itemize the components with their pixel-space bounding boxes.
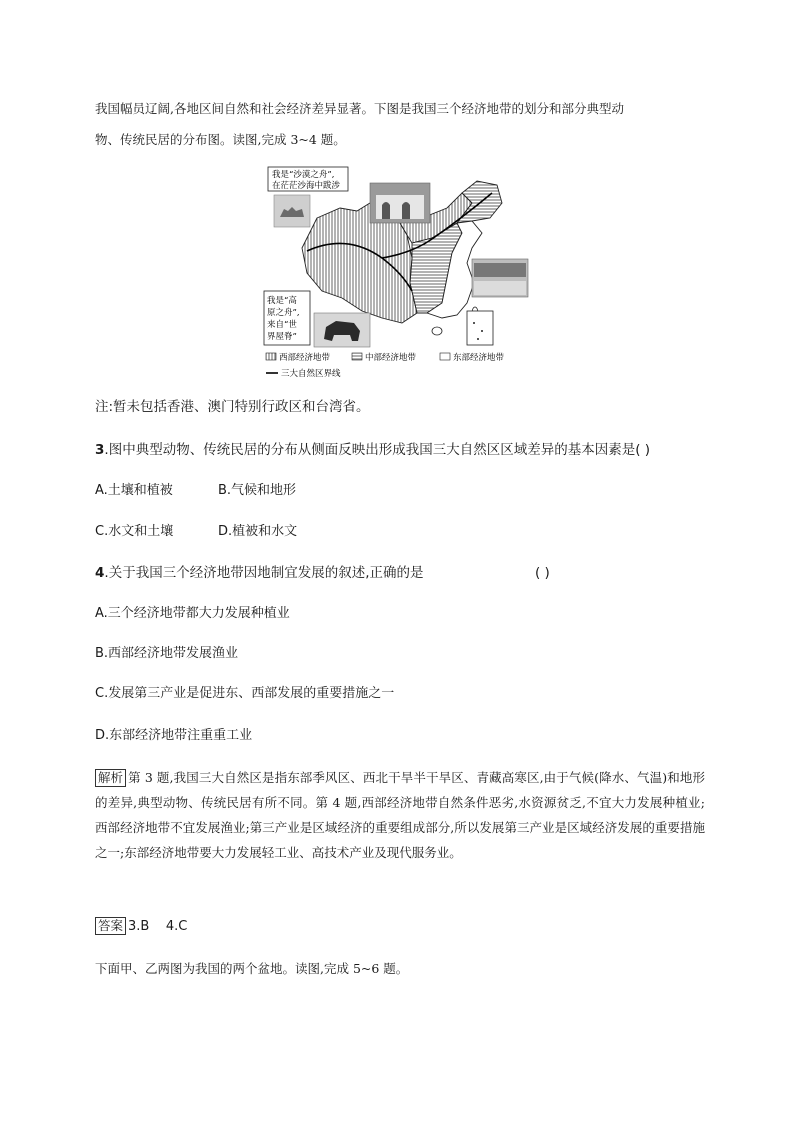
question-3-option-b: B.气候和地形 xyxy=(218,483,297,498)
yak-bubble-line-1: 我是“高 xyxy=(267,296,297,306)
analysis-text: 第 3 题,我国三大自然区是指东部季风区、西北干旱半干旱区、青藏高寒区,由于气候(降水、气温)和地形的差异,典型动物、传统民居有所不同。第 4 题,西部经济地带自然条件恶劣,水资源贫乏,不宜大力发展种植业;西部经济地带不宜发展渔业;第三产业是区域经济的重要组成部分,所以发展第三产业是区域经济发展的重要措施之一;东部经济地带要大力发展轻工业、高技术产业及现代服务业。 xyxy=(95,770,705,860)
question-4-stem xyxy=(95,563,424,583)
legend-central: 中部经济地带 xyxy=(365,353,417,363)
legend-west: 西部经济地带 xyxy=(279,353,331,363)
intro-line-2: 物、传统民居的分布图。读图,完成 3~4 题。 xyxy=(95,132,346,147)
question-3-text: .图中典型动物、传统民居的分布从侧面反映出形成我国三大自然区区域差异的基本因素是( ) xyxy=(104,442,651,458)
answer-label: 答案 xyxy=(95,917,126,935)
question-3-option-c: C.水文和土壤 xyxy=(95,524,174,539)
hainan-island xyxy=(432,327,442,335)
question-4-number: 4 xyxy=(95,565,105,581)
south-china-sea-inset xyxy=(467,311,493,345)
answer-line xyxy=(95,917,187,937)
map-note: 注:暂未包括香港、澳门特别行政区和台湾省。 xyxy=(95,399,370,415)
yak-bubble-line-2: 原之舟”, xyxy=(267,308,300,318)
question-3-option-a: A.土壤和植被 xyxy=(95,483,173,498)
question-3-number: 3 xyxy=(95,442,105,458)
answer-text: 3.B 4.C xyxy=(128,919,188,934)
camel-bubble-line-1: 我是“沙漠之舟”, xyxy=(272,170,335,180)
china-economic-zones-map xyxy=(262,163,530,383)
legend-boundary: 三大自然区界线 xyxy=(281,369,341,379)
yak-bubble-line-3: 来自“世 xyxy=(267,320,297,330)
yak-bubble-line-4: 界屋脊” xyxy=(267,332,297,342)
next-intro: 下面甲、乙两图为我国的两个盆地。读图,完成 5~6 题。 xyxy=(95,961,409,976)
question-3-option-d: D.植被和水文 xyxy=(218,524,298,539)
question-4-text: .关于我国三个经济地带因地制宜发展的叙述,正确的是 xyxy=(104,565,424,581)
question-3-stem xyxy=(95,440,650,460)
legend-east: 东部经济地带 xyxy=(453,353,505,363)
question-4-option-b: B.西部经济地带发展渔业 xyxy=(95,646,239,661)
intro-line-1: 我国幅员辽阔,各地区间自然和社会经济差异显著。下图是我国三个经济地带的划分和部分典型动 xyxy=(95,101,624,116)
question-4-option-c: C.发展第三产业是促进东、西部发展的重要措施之一 xyxy=(95,686,395,701)
question-4-option-a: A.三个经济地带都大力发展种植业 xyxy=(95,606,290,621)
question-4-option-d: D.东部经济地带注重重工业 xyxy=(95,728,253,743)
analysis-label: 解析 xyxy=(95,769,126,787)
analysis-block xyxy=(95,765,705,865)
camel-bubble-line-2: 在茫茫沙海中跋涉 xyxy=(272,181,341,191)
question-4-paren: ( ) xyxy=(535,565,550,581)
